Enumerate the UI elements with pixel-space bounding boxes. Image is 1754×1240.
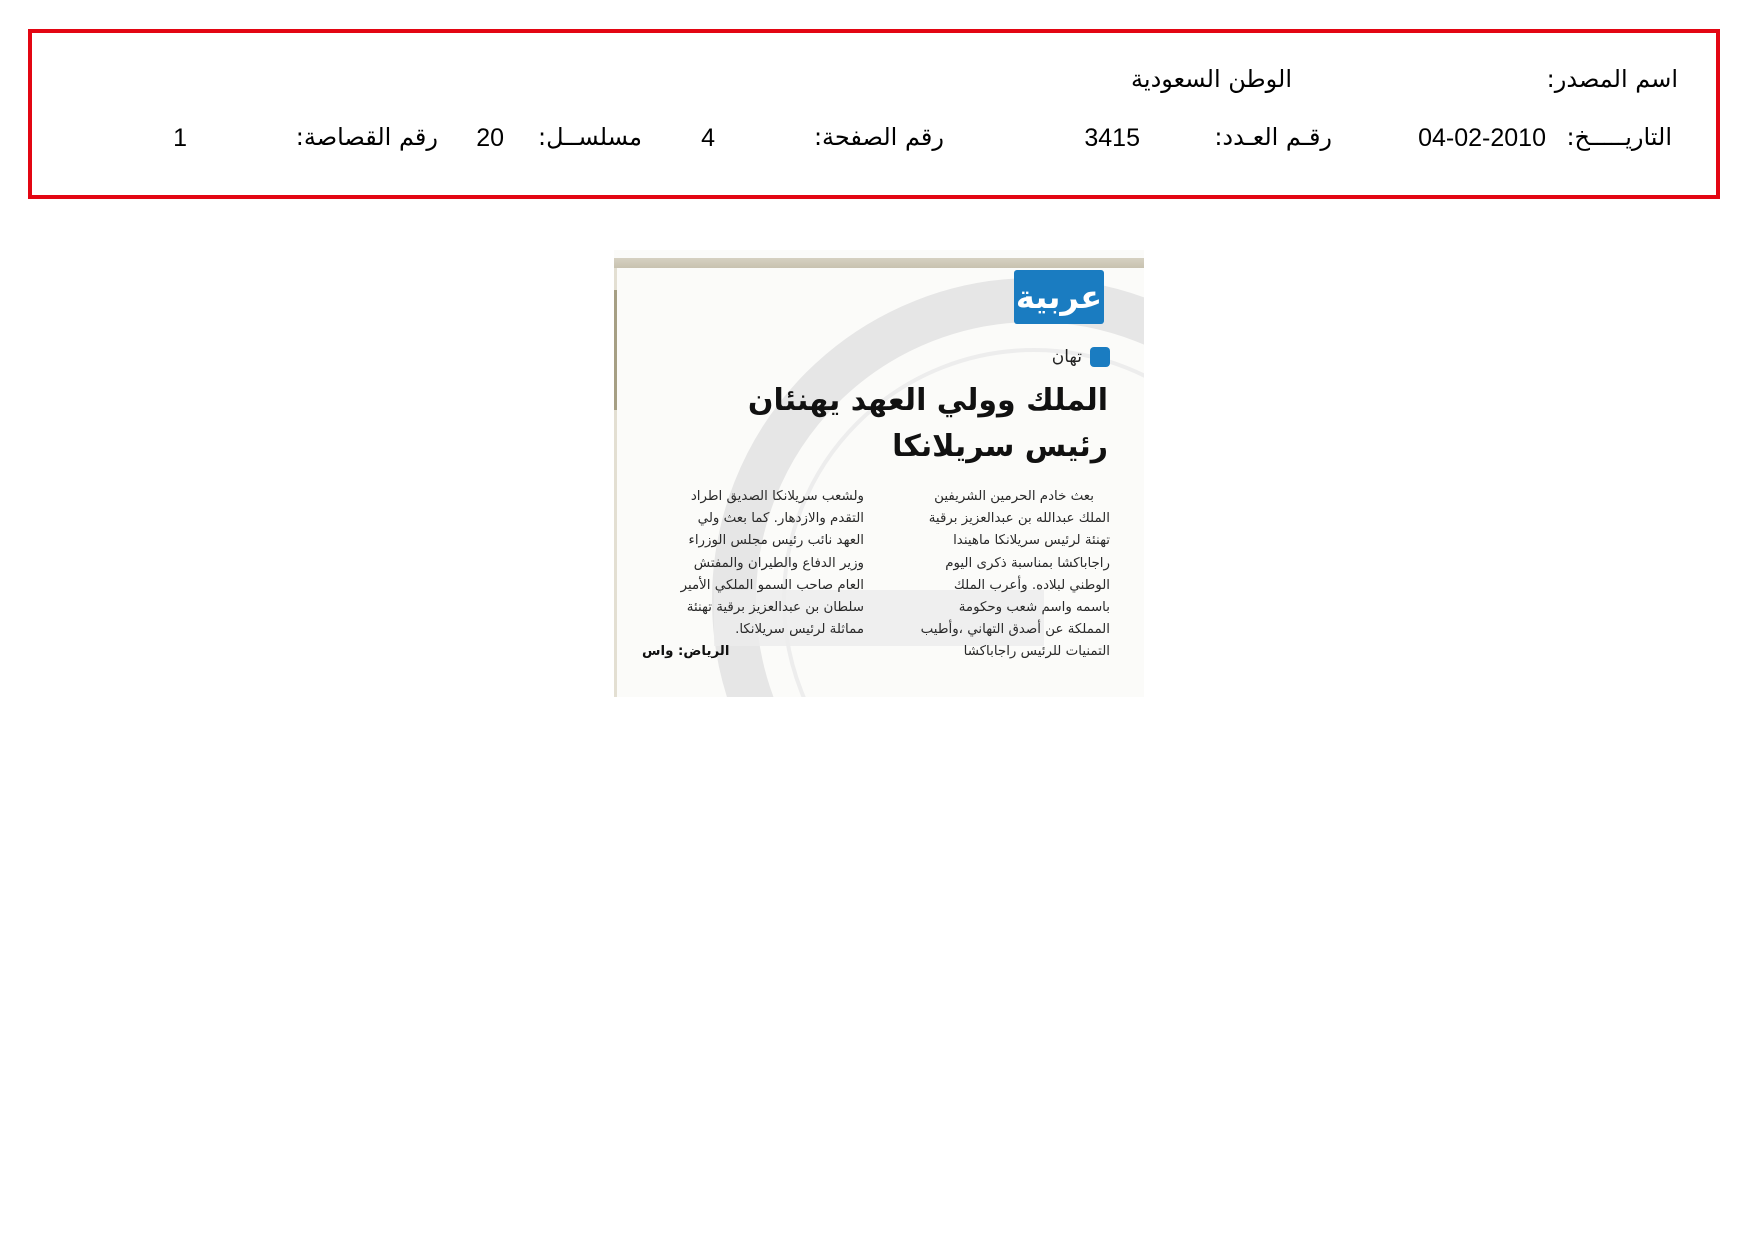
body-line: المملكة عن أصدق التهاني ،وأطيب [920,622,1110,638]
body-line: مماثلة لرئيس سريلانكا. [735,622,864,638]
body-line: تهنئة لرئيس سريلانكا ماهيندا [953,533,1110,549]
article-column-right [882,486,1110,664]
kicker-text: تهان [1051,347,1082,367]
date-value: 04-02-2010 [1418,124,1546,152]
clipping-metadata-box [28,29,1720,199]
kicker-bullet-icon [1090,347,1110,367]
body-line: باسمه واسم شعب وحكومة [958,600,1110,616]
body-line: راجاباكشا بمناسبة ذكرى اليوم [945,555,1110,571]
page-value: 4 [701,124,715,152]
body-line: العام صاحب السمو الملكي الأمير [680,577,864,593]
date-label: التاريـــــخ: [1566,123,1672,151]
article-column-left [636,486,864,664]
article-byline: الرياض: واس [642,644,730,660]
body-line: العهد نائب رئيس مجلس الوزراء [688,533,864,549]
body-line: سلطان بن عبدالعزيز برقية تهنئة [686,600,864,616]
body-line: ولشعب سريلانكا الصديق اطراد [690,489,864,504]
headline-line: رئيس سريلانكا [892,429,1108,464]
clipping-left-edge-shadow [614,290,617,410]
body-line: التقدم والازدهار. كما بعث ولي [697,511,864,527]
clip-number-label: رقم القصاصة: [295,123,438,151]
source-label: اسم المصدر: [1546,65,1678,93]
issue-value: 3415 [1084,124,1140,152]
page-label: رقم الصفحة: [813,123,944,151]
serial-label: مسلســل: [538,123,642,151]
body-line: وزير الدفاع والطيران والمفتش [693,555,864,571]
body-line: الملك عبدالله بن عبدالعزيز برقية [928,511,1110,527]
newspaper-clipping [614,250,1144,697]
clip-number-value: 1 [173,124,187,152]
issue-label: رقـم العـدد: [1214,123,1332,151]
clipping-top-rule [614,258,1144,268]
body-line: بعث خادم الحرمين الشريفين [934,489,1094,504]
article-headline [668,378,1108,470]
source-value: الوطن السعودية [1131,65,1292,93]
kicker [1052,346,1110,368]
body-line: التمنيات للرئيس راجاباكشا [963,644,1110,660]
section-tag: عربية [1014,270,1104,324]
body-line: الوطني لبلاده. وأعرب الملك [953,577,1110,593]
serial-value: 20 [476,124,504,152]
headline-line: الملك وولي العهد يهنئان [747,383,1108,418]
